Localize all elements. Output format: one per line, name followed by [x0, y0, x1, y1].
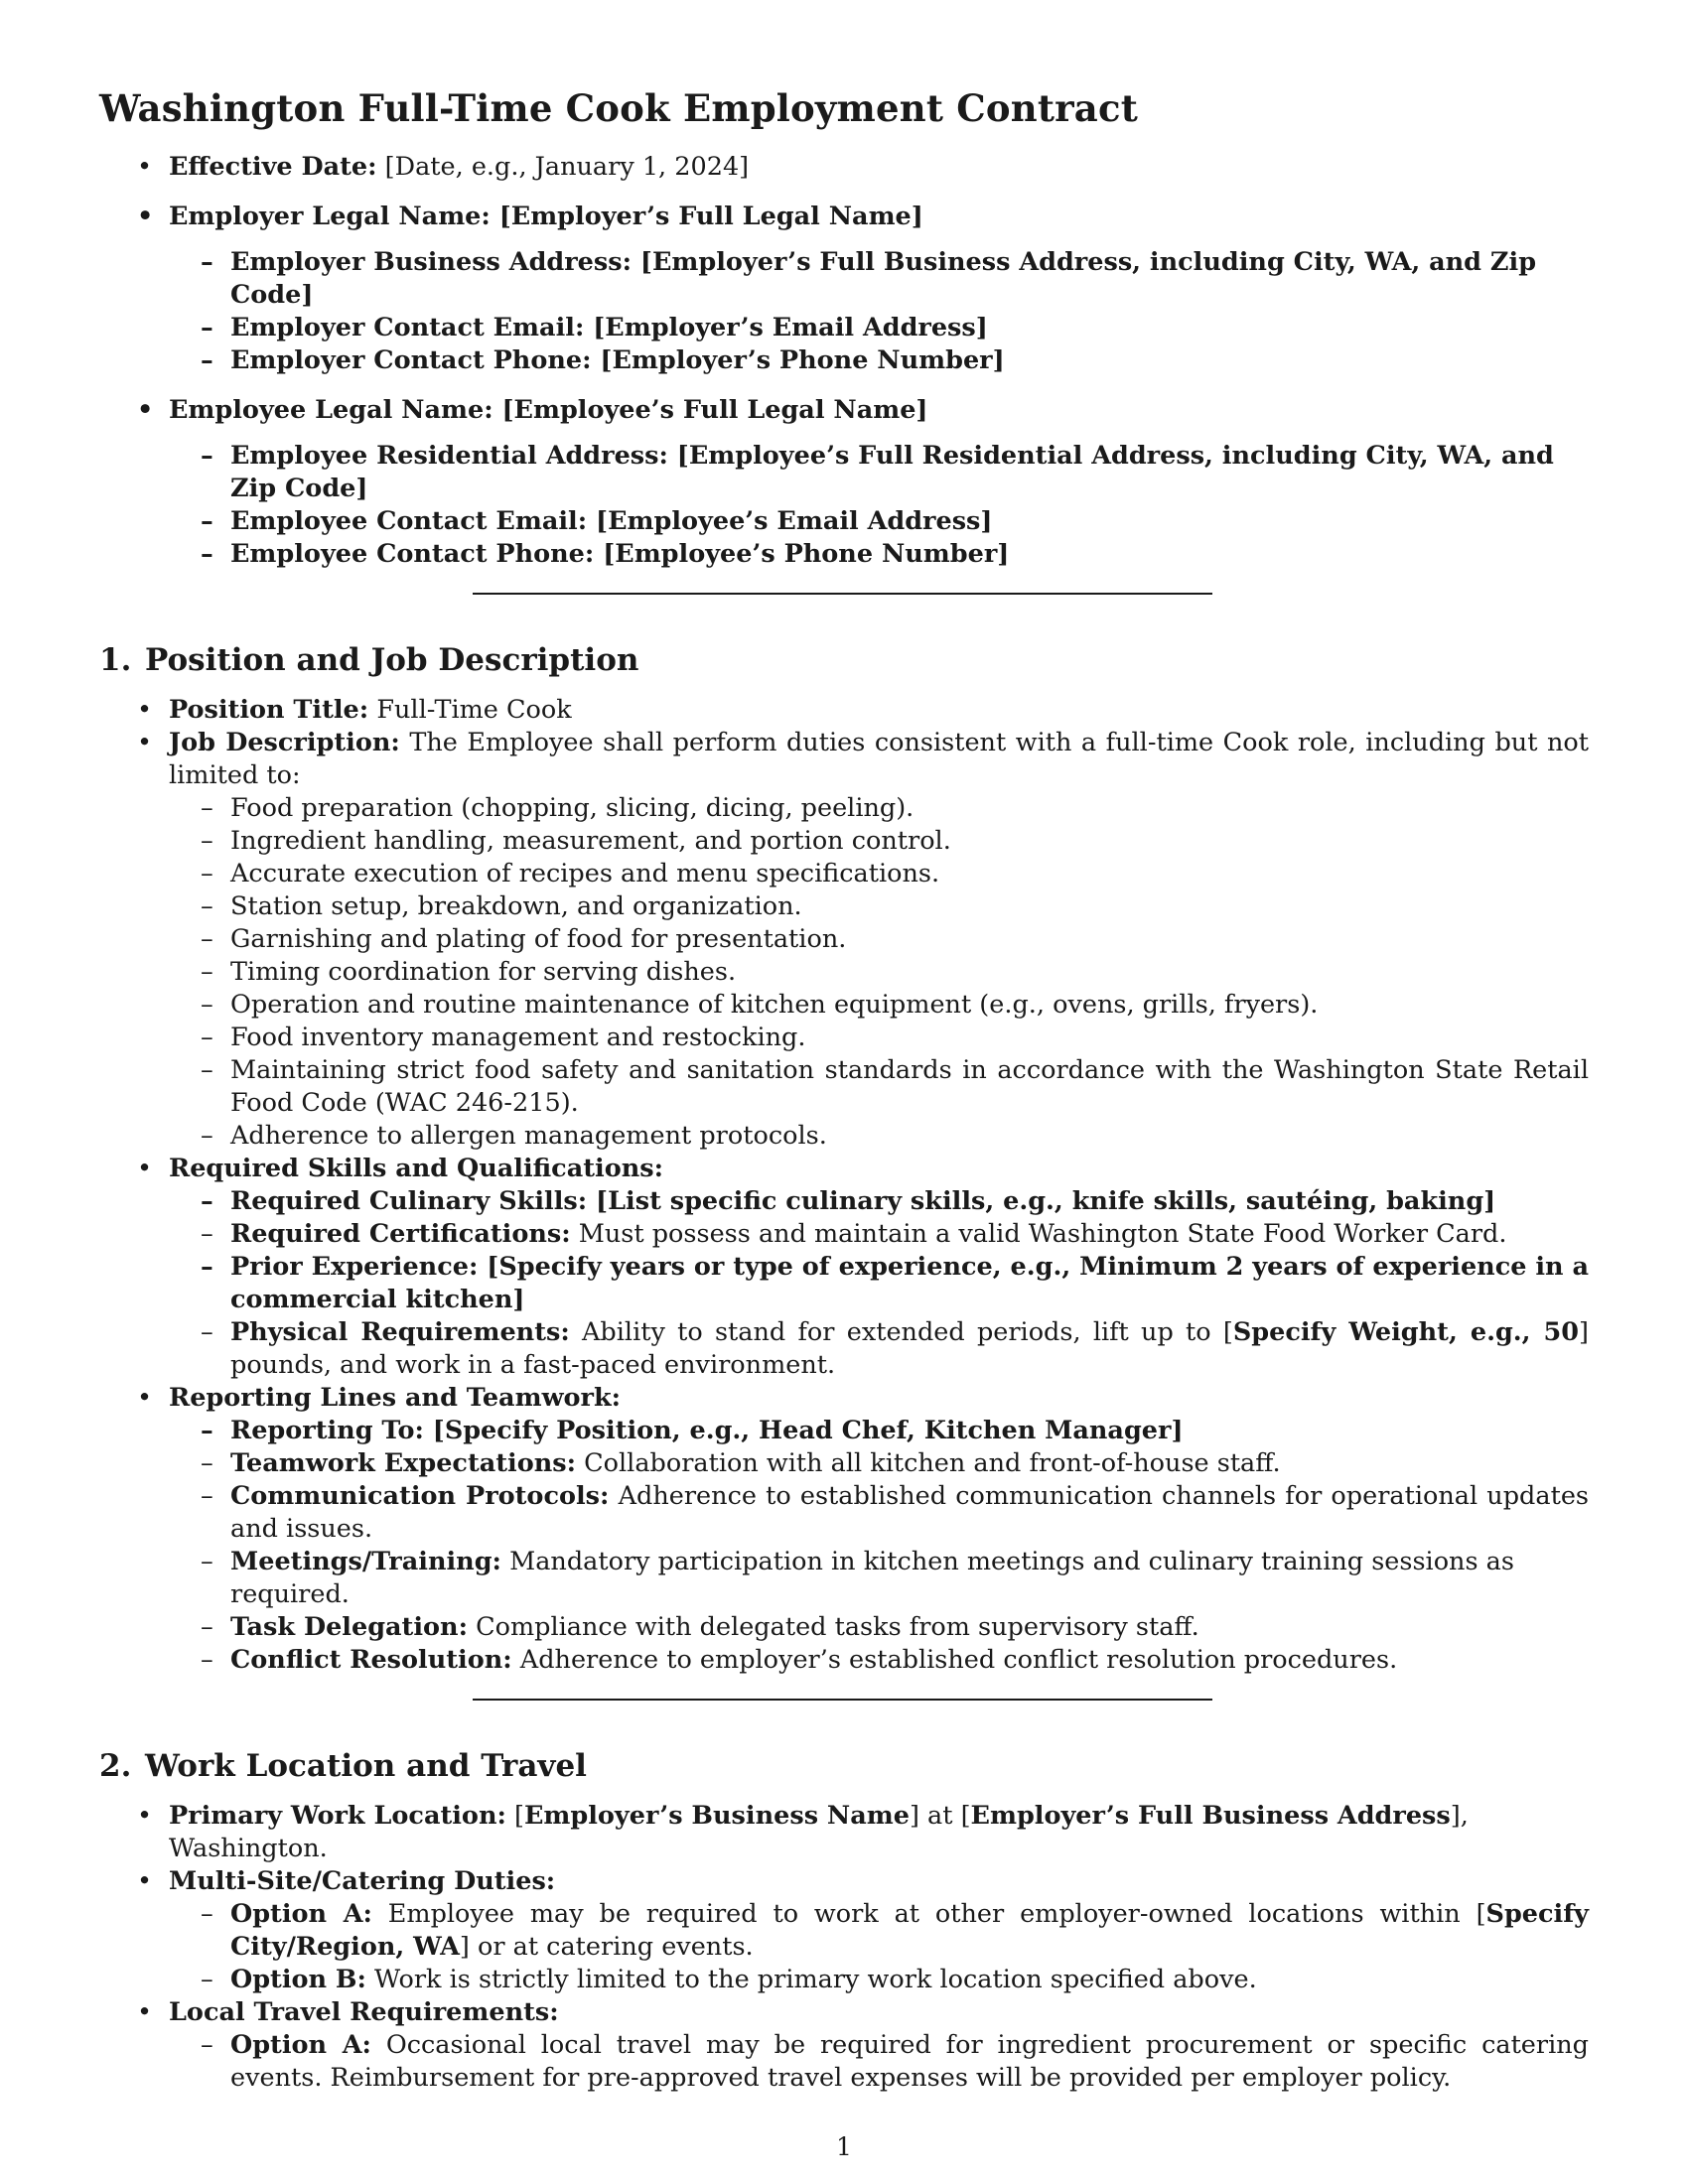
communication: – Communication Protocols: Adherence to established communication channels for operational updates and issues. — [169, 1480, 1589, 1546]
list-item: – Garnishing and plating of food for presentation. — [169, 923, 1589, 956]
list-item: – Timing coordination for serving dishes. — [169, 956, 1589, 989]
conflict-resolution: – Conflict Resolution: Adherence to employer’s established conflict resolution procedures. — [169, 1644, 1589, 1677]
section-divider — [473, 1699, 1212, 1701]
section-heading: 2. Work Location and Travel — [99, 1748, 587, 1784]
reporting-item: • Reporting Lines and Teamwork: – Reporting To: [Specify Position, e.g., Head Chef, Kitchen Manager] – Teamwork Expectations: Collaboration with all kitchen and front-of-house staff. – Communication Protocols: Adherence to established communication channels for operational updates and issues. – Meetings/Training: Mandatory participation in kitchen meetings and culinary training sessions as required. – Task Delegation: Compliance with delegated tasks from supervisory staff. – Conflict Resolution: Adherence to employer’s established conflict resolution procedures. — [99, 1382, 1589, 1677]
travel-options — [169, 2029, 1589, 2095]
multisite-option-b: – Option B: Work is strictly limited to the primary work location specified above. — [169, 1964, 1589, 1996]
employee-legal-name: • Employee Legal Name: [Employee’s Full Legal Name] — [169, 395, 928, 425]
physical-requirements: – Physical Requirements: Ability to stand for extended periods, lift up to [Specify Weight, e.g., 50] pounds, and work in a fast-paced environment. — [169, 1316, 1589, 1382]
list-item: – Operation and routine maintenance of kitchen equipment (e.g., ovens, grills, fryers). — [169, 989, 1589, 1022]
prior-experience: – Prior Experience: [Specify years or type of experience, e.g., Minimum 2 years of experience in a commercial kitchen] — [169, 1251, 1589, 1316]
party-details — [99, 151, 1589, 571]
employer-email: – Employer Contact Email: [Employer’s Email Address] — [169, 312, 1589, 344]
teamwork: – Teamwork Expectations: Collaboration with all kitchen and front-of-house staff. — [169, 1447, 1589, 1480]
employer-phone: – Employer Contact Phone: [Employer’s Phone Number] — [169, 344, 1589, 377]
section-divider — [473, 593, 1212, 595]
location-list — [99, 1800, 1589, 2095]
job-description-item: • Job Description: The Employee shall perform duties consistent with a full-time Cook role, including but not limited to: – Food preparation (chopping, slicing, dicing, peeling). – Ingredient handling, measurement, and portion control. – Accurate execution of recipes and menu specifications. – Station setup, breakdown, and organization. – Garnishing and plating of food for presentation. – Timing coordination for serving dishes. – Operation and routine maintenance of kitchen equipment (e.g., ovens, grills, fryers). – Food inventory management and restocking. – Maintaining strict food safety and sanitation standards in accordance with the Washington State Retail Food Code (WAC 246-215). – Adherence to allergen management protocols. — [99, 727, 1589, 1153]
employer-address: – Employer Business Address: [Employer’s Full Business Address, including City, WA, and Zip Code] — [169, 246, 1589, 312]
employee-email: – Employee Contact Email: [Employee’s Email Address] — [169, 505, 1589, 538]
multisite-item: • Multi-Site/Catering Duties: – Option A: Employee may be required to work at other employer-owned locations within [Specify City/Region, WA] or at catering events. – Option B: Work is strictly limited to the primary work location specified above. — [99, 1865, 1589, 1996]
certifications: – Required Certifications: Must possess and maintain a valid Washington State Food Worker Card. — [169, 1218, 1589, 1251]
contract-page — [99, 85, 1589, 2095]
section-location — [99, 1746, 1589, 2095]
list-item: – Ingredient handling, measurement, and portion control. — [169, 825, 1589, 858]
employer-legal-name: • Employer Legal Name: [Employer’s Full Legal Name] — [169, 202, 923, 231]
culinary-skills: – Required Culinary Skills: [List specific culinary skills, e.g., knife skills, sautéing, baking] — [169, 1185, 1589, 1218]
list-item: – Maintaining strict food safety and sanitation standards in accordance with the Washington State Retail Food Code (WAC 246-215). — [169, 1054, 1589, 1120]
position-list — [99, 694, 1589, 1677]
effective-date-item: • Effective Date: [Date, e.g., January 1, 2024] — [99, 151, 1589, 184]
page-number: 1 — [836, 2132, 852, 2161]
primary-location-item: • Primary Work Location: [Employer’s Business Name] at [Employer’s Full Business Address], Washington. — [99, 1800, 1589, 1865]
reporting-list — [169, 1415, 1589, 1677]
duties-list — [169, 792, 1589, 1153]
meetings: – Meetings/Training: Mandatory participation in kitchen meetings and culinary training sessions as required. — [169, 1546, 1589, 1611]
list-item: – Food inventory management and restocking. — [169, 1022, 1589, 1054]
travel-option-a: – Option A: Occasional local travel may be required for ingredient procurement or specific catering events. Reimbursement for pre-approved travel expenses will be provided per employer policy. — [169, 2029, 1589, 2095]
list-item: – Adherence to allergen management protocols. — [169, 1120, 1589, 1153]
section-heading: 1. Position and Job Description — [99, 642, 639, 678]
employee-phone: – Employee Contact Phone: [Employee’s Phone Number] — [169, 538, 1589, 571]
employer-item — [99, 201, 1589, 377]
travel-item: • Local Travel Requirements: – Option A: Occasional local travel may be required for ingredient procurement or specific catering events. Reimbursement for pre-approved travel expenses will be provided per employer policy. — [99, 1996, 1589, 2095]
list-item: – Food preparation (chopping, slicing, dicing, peeling). — [169, 792, 1589, 825]
multisite-options — [169, 1898, 1589, 1996]
list-item: – Station setup, breakdown, and organization. — [169, 890, 1589, 923]
position-title-item: • Position Title: Full-Time Cook — [99, 694, 1589, 727]
section-position — [99, 640, 1589, 1677]
employee-item — [99, 394, 1589, 571]
document-title: Washington Full-Time Cook Employment Contract — [99, 86, 1138, 130]
employee-address: – Employee Residential Address: [Employee’s Full Residential Address, including City, WA, and Zip Code] — [169, 440, 1589, 505]
skills-list — [169, 1185, 1589, 1382]
reporting-to: – Reporting To: [Specify Position, e.g., Head Chef, Kitchen Manager] — [169, 1415, 1589, 1447]
skills-item: • Required Skills and Qualifications: – Required Culinary Skills: [List specific culinary skills, e.g., knife skills, sautéing, baking] – Required Certifications: Must possess and maintain a valid Washington State Food Worker Card. – Prior Experience: [Specify years or type of experience, e.g., Minimum 2 years of experience in a commercial kitchen] – Physical Requirements: Ability to stand for extended periods, lift up to [Specify Weight, e.g., 50] pounds, and work in a fast-paced environment. — [99, 1153, 1589, 1382]
employer-contact-list — [169, 246, 1589, 377]
delegation: – Task Delegation: Compliance with delegated tasks from supervisory staff. — [169, 1611, 1589, 1644]
multisite-option-a: – Option A: Employee may be required to work at other employer-owned locations within [Specify City/Region, WA] or at catering events. — [169, 1898, 1589, 1964]
employee-contact-list — [169, 440, 1589, 571]
list-item: – Accurate execution of recipes and menu specifications. — [169, 858, 1589, 890]
